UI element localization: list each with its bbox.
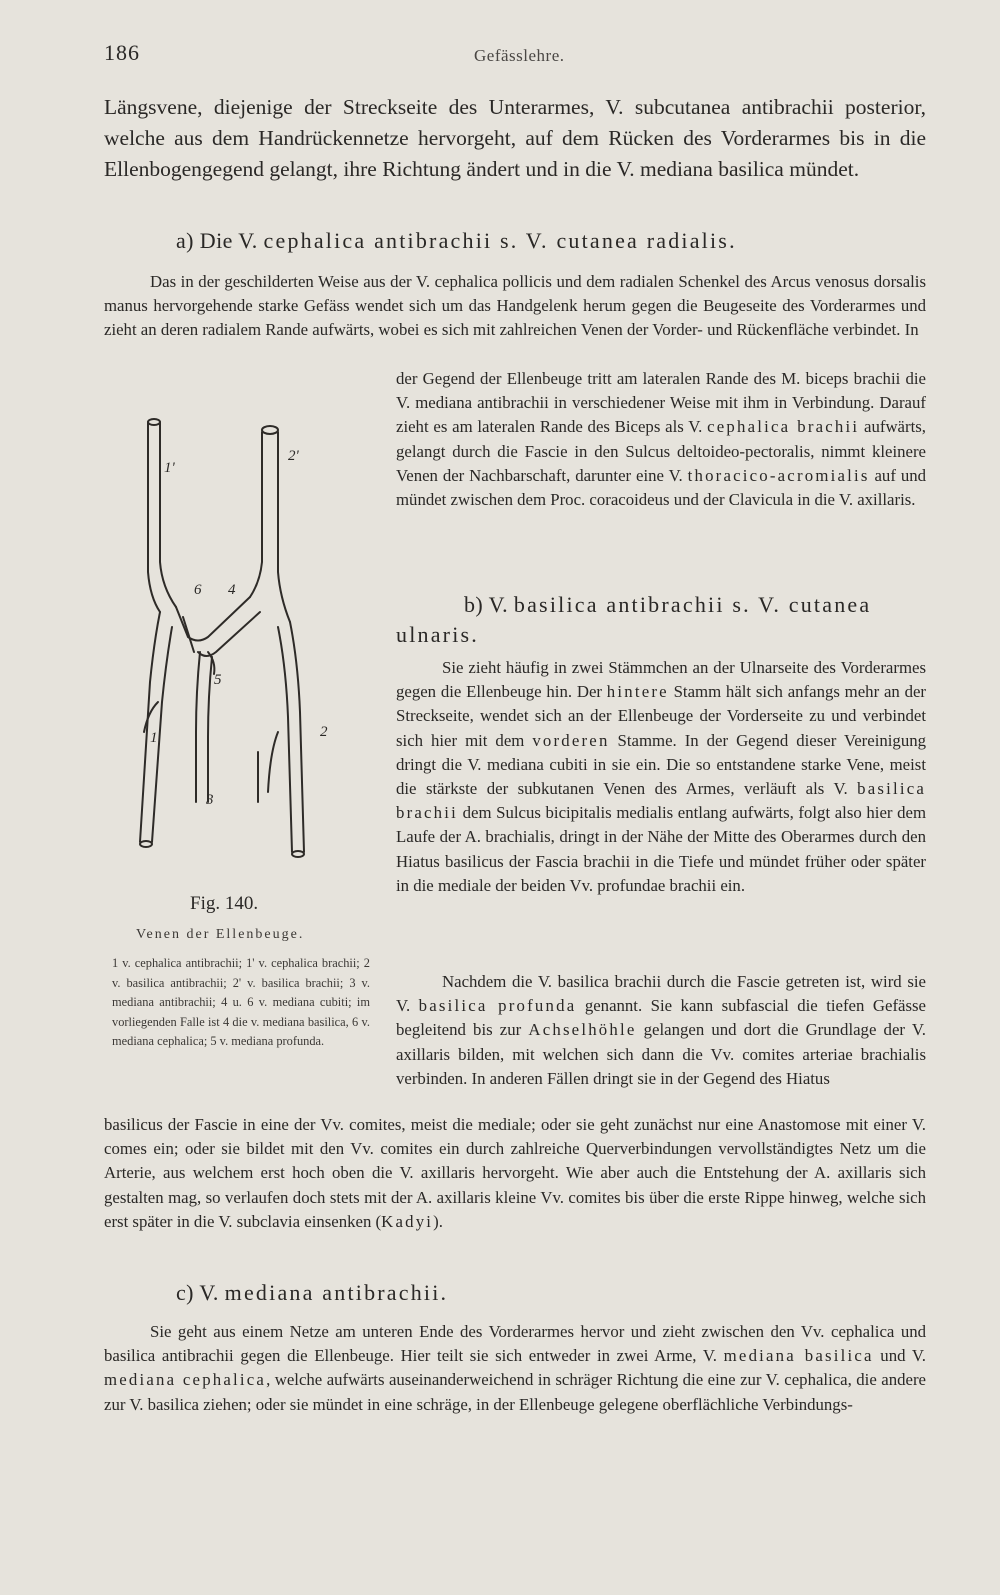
vein-3-right [208, 657, 212, 802]
label-1p: 1' [164, 460, 175, 476]
label-2p: 2' [288, 448, 299, 464]
vein-2-inner [278, 627, 292, 852]
vein-1p-cap [148, 419, 160, 425]
running-title: Gefässlehre. [474, 46, 565, 65]
vein-2-outer [290, 622, 304, 852]
figure-caption: 1 v. cephalica antibrachii; 1' v. cephalica brachii; 2 v. basilica antibrachii; 2' v. basilica brachii; 3 v. mediana antibrachii; 4 u. 6 v. mediana cubiti; im vorliegenden Falle ist 4 die v. mediana basilica, 6 v. mediana cephalica; 5 v. mediana profunda. [112, 956, 370, 1048]
label-1: 1 [150, 730, 158, 746]
section-b-heading: b) V. basilica antibrachii s. V. cutanea ulnaris. [396, 592, 872, 647]
vein-1-outer [140, 612, 160, 842]
vein-2-cap [292, 851, 304, 857]
vein-6 [183, 617, 194, 652]
section-a-paragraph-right: der Gegend der Ellenbeuge tritt am lateralen Rande des M. biceps brachii die V. mediana antibrachii in verschiedener Weise mit ihm in Verbindung. Darauf zieht es am lateralen Rande des Biceps als V. cephalica brachii aufwärts, gelangt durch die Fascie in den Sulcus deltoideo-pectoralis, nimmt kleinere Venen der Nachbarschaft, darunter eine V. thoracico-acromialis auf und mündet zwischen dem Proc. coracoideus und der Clavicula in die V. axillaris. [396, 369, 926, 510]
section-c-paragraph: Sie geht aus einem Netze am unteren Ende des Vorderarmes hervor und zieht zwischen den Vv. cephalica und basilica antibrachii gegen die Ellenbeuge. Hier teilt sie sich entweder in zwei Arme, V. mediana basilica und V. mediana cephalica, welche aufwärts auseinanderweichend in schräger Richtung die eine zur V. cephalica, die andere zur V. basilica ziehen; oder sie mündet in eine schräge, in der Ellenbeuge gelegene oberflächliche Verbindungs- [104, 1322, 926, 1414]
vein-2p-left-edge [250, 432, 262, 597]
figure-140-illustration [128, 412, 368, 892]
section-a-heading: a) Die V. cephalica antibrachii s. V. cutanea radialis. [176, 228, 737, 253]
vein-1p-right-edge [160, 422, 176, 607]
side-branch-right [268, 732, 278, 792]
side-branch-left [144, 702, 158, 732]
figure-subtitle: Venen der Ellenbeuge. [136, 927, 305, 942]
section-b-paragraph-2-right: Nachdem die V. basilica brachii durch die Fascie getreten ist, wird sie V. basilica profunda genannt. Sie kann subfascial die tiefen Gefässe begleitend bis zur Achselhöhle gelangen und dort die Grundlage der V. axillaris bilden, mit welchen sich dann die Vv. comites arteriae brachialis verbinden. In anderen Fällen dringt sie in der Gegend des Hiatus [396, 972, 926, 1088]
figure-title: Fig. 140. [190, 893, 259, 914]
label-6: 6 [194, 582, 202, 598]
vein-1-cap [140, 841, 152, 847]
section-c-heading: c) V. mediana antibrachii. [176, 1280, 449, 1305]
page-number: 186 [104, 40, 140, 65]
intro-paragraph: Längsvene, diejenige der Streckseite des Unterarmes, V. subcutanea antibrachii posterior, welche aus dem Handrückennetze hervorgeht, auf dem Rücken des Vorderarmes bis in die Ellenbogengegend gelangt, ihre Richtung ändert und in die V. mediana basilica mündet. [104, 95, 926, 181]
label-4: 4 [228, 582, 236, 598]
vein-4-upper [176, 597, 250, 641]
vein-outlines [140, 419, 304, 857]
vein-1p-left-edge [148, 422, 160, 612]
vein-3-left [196, 652, 200, 802]
section-b-paragraph-2-full: basilicus der Fascie in eine der Vv. comites, meist die mediale; oder sie geht zunächst nur eine Anastomose mit einer V. comes ein; oder sie bildet mit den Vv. comites ein durch zahlreiche Querverbindungen vervollständigtes Netz um die Arterie, aus welchem erst hoch oben die V. axillaris hervorgeht. Wie aber auch die Entstehung der A. axillaris sich gestalten mag, so verlaufen doch stets mit der A. axillaris kleine Vv. comites bis über die erste Rippe hinweg, welche sich erst später in die V. subclavia einsenken (Kadyi). [104, 1115, 926, 1231]
label-3: 3 [206, 792, 214, 808]
label-5: 5 [214, 672, 222, 688]
vein-2p-cap [262, 426, 278, 434]
vein-4-lower [198, 612, 260, 656]
label-2: 2 [320, 724, 328, 740]
vein-diagram [128, 412, 368, 892]
section-a-paragraph-full: Das in der geschilderten Weise aus der V. cephalica pollicis und dem radialen Schenkel des Arcus venosus dorsalis manus hervorgehende starke Gefäss wendet sich um das Handgelenk herum gegen die Beugeseite des Vorderarmes und zieht an deren radialem Rande aufwärts, wobei es sich mit zahlreichen Venen der Vorder- und Rückenfläche verbindet. In [104, 272, 926, 340]
section-b-paragraph-1: Sie zieht häufig in zwei Stämmchen an der Ulnarseite des Vorderarmes gegen die Ellenbeuge hin. Der hintere Stamm hält sich anfangs mehr an der Streckseite, wendet sich an der Ellenbeuge der Vorderseite zu und verbindet sich hier mit dem vorderen Stamme. In der Gegend dieser Vereinigung dringt die V. mediana cubiti in sie ein. Die so entstandene starke Vene, meist die stärkste der subkutanen Venen des Armes, verläuft als V. basilica brachii dem Sulcus bicipitalis medialis entlang aufwärts, folgt also hier dem Laufe der A. brachialis, dringt in der Nähe der Mitte des Oberarmes durch den Hiatus basilicus der Fascia brachii in die Tiefe und mündet früher oder später in die mediale der beiden Vv. profundae brachii ein. [396, 658, 926, 895]
